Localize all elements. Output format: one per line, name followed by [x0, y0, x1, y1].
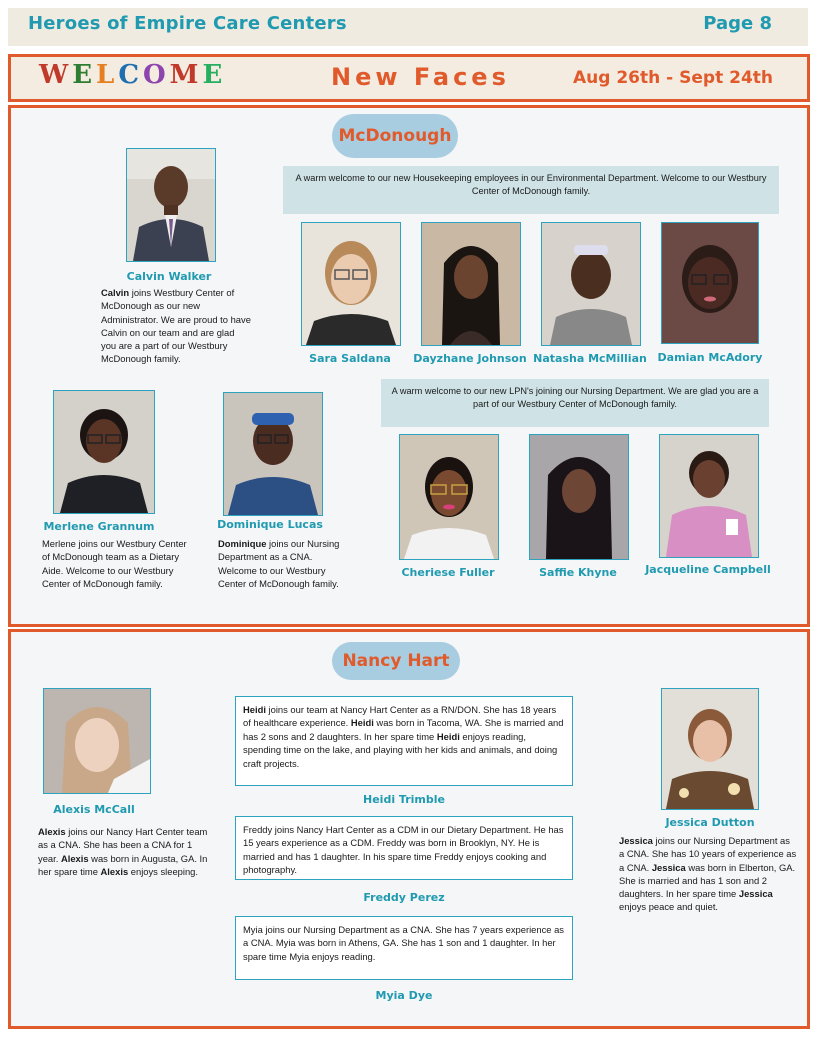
bio-text: joins Westbury Center of McDonough as our new Administrator. We are proud to have Calvin on our team and are glad you are a part of our Westbury McDonough family.	[101, 287, 251, 365]
new-faces-banner	[8, 54, 810, 102]
housekeeping-welcome-note: A warm welcome to our new Housekeeping employees in our Environmental Department. Welcome to our Westbury Center of McDonough family.	[283, 166, 779, 214]
page-number: Page 8	[703, 13, 772, 34]
bio-first-name: Alexis	[38, 826, 66, 837]
welcome-letter: M	[169, 60, 203, 90]
dominique-lucas-name: Dominique Lucas	[217, 518, 323, 531]
jessica-dutton-photo	[661, 688, 759, 810]
welcome-letter: W	[39, 60, 73, 90]
merlene-grannum-photo	[53, 390, 155, 514]
bio-text: was born in Tacoma, WA. She is married and has 2 sons and 2 daughters. In her spare time	[243, 717, 564, 742]
jacqueline-campbell-name: Jacqueline Campbell	[645, 563, 771, 576]
calvin-walker-photo	[126, 148, 216, 262]
bio-first-name: Jessica	[738, 888, 773, 900]
natasha-mcmillian-photo	[541, 222, 641, 346]
jessica-dutton-name: Jessica Dutton	[665, 816, 755, 829]
bio-first-name: Calvin	[101, 287, 130, 298]
welcome-letter: E	[202, 60, 227, 90]
alexis-mccall-bio	[38, 825, 210, 878]
bio-first-name: Jessica	[651, 861, 686, 873]
dayzhane-johnson-photo	[421, 222, 521, 346]
sara-saldana-name: Sara Saldana	[309, 352, 391, 365]
heidi-trimble-bio	[235, 696, 573, 786]
bio-text: joins our team at Nancy Hart Center as a RN/DON. She has 18 years of healthcare experience.	[243, 704, 557, 729]
date-range: Aug 26th - Sept 24th	[573, 68, 773, 88]
bio-text: was born in Elberton, GA. She is married and has 1 son and 2 daughters. In her spare time	[619, 861, 796, 900]
welcome-letter: O	[143, 60, 170, 90]
bio-first-name: Heidi	[350, 717, 374, 729]
jacqueline-campbell-photo	[659, 434, 759, 558]
page-header	[8, 8, 808, 46]
freddy-perez-name: Freddy Perez	[363, 891, 445, 904]
bio-text: enjoys sleeping.	[128, 865, 198, 877]
person-portrait-icon	[542, 223, 640, 345]
calvin-walker-name: Calvin Walker	[126, 270, 212, 283]
bio-text: joins our Nursing Department as a CNA. Welcome to our Westbury Center of McDonough family.	[218, 538, 340, 589]
heidi-trimble-name: Heidi Trimble	[363, 793, 445, 806]
natasha-mcmillian-name: Natasha McMillian	[533, 352, 647, 365]
cheriese-fuller-photo	[399, 434, 499, 560]
lpn-welcome-note: A warm welcome to our new LPN's joining our Nursing Department. We are glad you are a part of our Westbury Center of McDonough family.	[381, 379, 769, 427]
bio-text: was born in Augusta, GA. In her spare time	[38, 852, 208, 877]
bio-first-name: Heidi	[436, 730, 460, 742]
bio-first-name: Alexis	[100, 865, 129, 877]
welcome-letter: C	[118, 60, 144, 90]
person-portrait-icon	[224, 393, 322, 515]
bio-first-name: Dominique	[218, 538, 267, 549]
dominique-lucas-photo	[223, 392, 323, 516]
sara-saldana-photo	[301, 222, 401, 346]
person-portrait-icon	[422, 223, 520, 345]
banner-title: New Faces	[331, 63, 510, 91]
damian-mcadory-name: Damian McAdory	[657, 351, 763, 364]
freddy-perez-bio: Freddy joins Nancy Hart Center as a CDM in our Dietary Department. He has 15 years experience as a CDM. Freddy was born in Brooklyn, NY. He is married and has 1 daughter. In his spare time Freddy enjoys cooking and photography.	[235, 816, 573, 880]
bio-first-name: Heidi	[243, 704, 266, 715]
cheriese-fuller-name: Cheriese Fuller	[401, 566, 495, 579]
welcome-logo	[39, 60, 226, 90]
person-portrait-icon	[54, 391, 154, 513]
bio-text: joins our Nancy Hart Center team as a CNA. She has been a CNA for 1 year.	[38, 826, 208, 864]
mcdonough-section	[8, 105, 810, 627]
merlene-grannum-name: Merlene Grannum	[43, 520, 155, 533]
dayzhane-johnson-name: Dayzhane Johnson	[413, 352, 527, 365]
alexis-mccall-name: Alexis McCall	[53, 803, 135, 816]
bio-text: enjoys reading, spending time on the lake, and playing with her kids and animals, and doing craft projects.	[243, 730, 558, 769]
myia-dye-name: Myia Dye	[375, 989, 433, 1002]
bio-text: enjoys peace and quiet.	[619, 901, 719, 913]
welcome-letter: E	[72, 60, 97, 90]
person-portrait-icon	[400, 435, 498, 559]
section-title: Nancy Hart	[332, 642, 460, 680]
saffie-khyne-photo	[529, 434, 629, 560]
person-portrait-icon	[127, 149, 215, 261]
person-portrait-icon	[660, 435, 758, 557]
person-portrait-icon	[662, 223, 758, 343]
calvin-walker-bio	[101, 286, 251, 366]
person-portrait-icon	[302, 223, 400, 345]
section-title: McDonough	[332, 114, 458, 158]
bio-first-name: Jessica	[619, 835, 653, 846]
damian-mcadory-photo	[661, 222, 759, 344]
person-portrait-icon	[662, 689, 758, 809]
saffie-khyne-name: Saffie Khyne	[539, 566, 617, 579]
person-portrait-icon	[44, 689, 150, 793]
newsletter-title: Heroes of Empire Care Centers	[28, 13, 347, 34]
bio-first-name: Alexis	[60, 852, 89, 864]
nancy-hart-section	[8, 629, 810, 1029]
merlene-grannum-bio: Merlene joins our Westbury Center of McDonough team as a Dietary Aide. Welcome to our Westbury Center of McDonough family.	[42, 538, 187, 589]
dominique-lucas-bio	[218, 537, 346, 590]
myia-dye-bio: Myia joins our Nursing Department as a CNA. She has 7 years experience as a CNA. Myia was born in Athens, GA. She has 1 son and 1 daughter. In her spare time Myia enjoys reading.	[235, 916, 573, 980]
welcome-letter: L	[96, 60, 119, 90]
jessica-dutton-bio	[619, 834, 797, 914]
person-portrait-icon	[530, 435, 628, 559]
bio-text: joins our Nursing Department as a CNA. She has 10 years of experience as a CNA.	[619, 835, 797, 873]
alexis-mccall-photo	[43, 688, 151, 794]
